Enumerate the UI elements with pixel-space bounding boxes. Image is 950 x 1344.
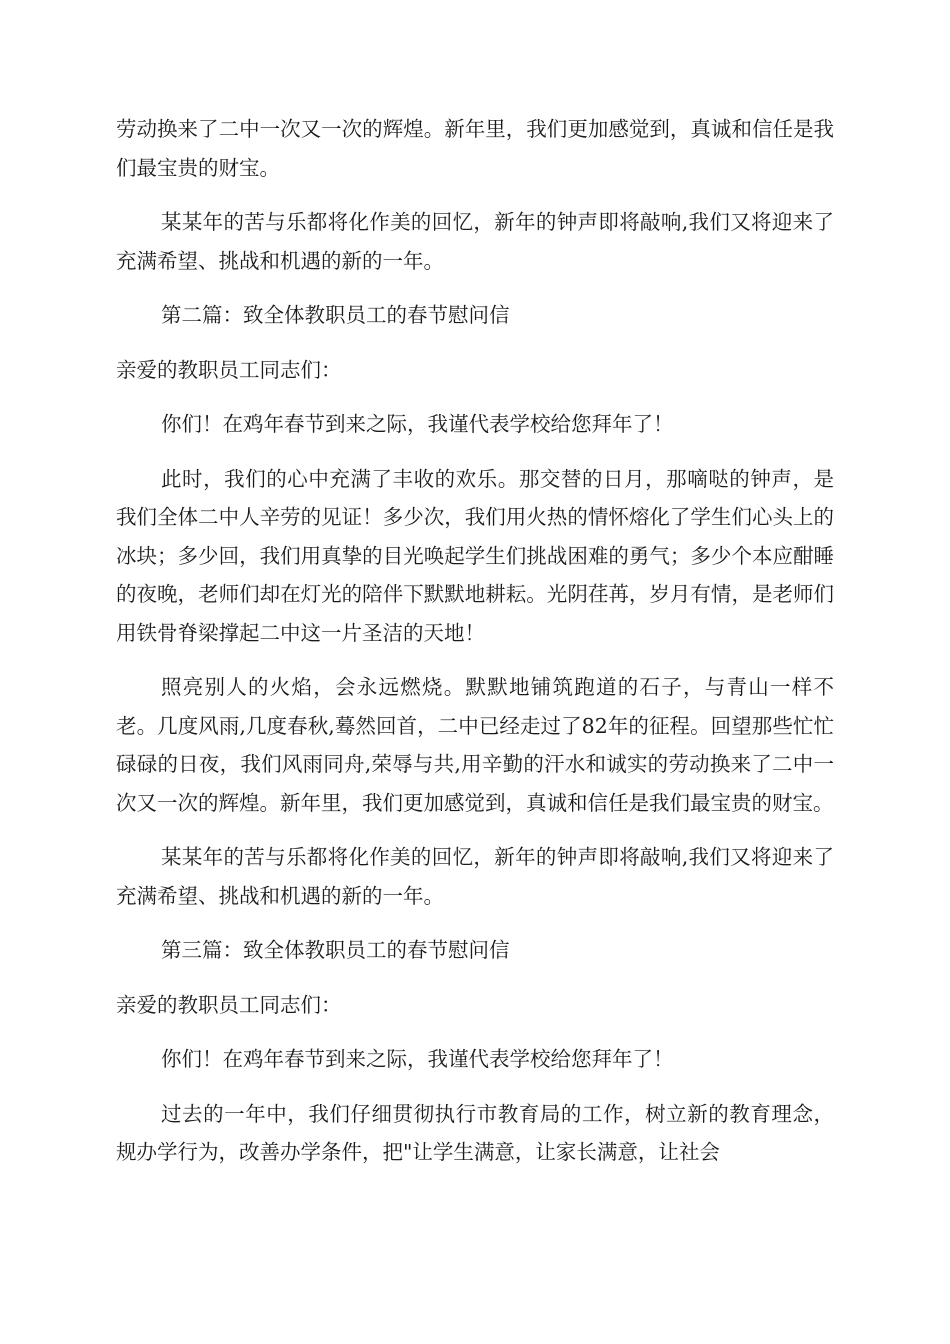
salutation: 亲爱的教职员工同志们： [116, 992, 342, 1017]
paragraph-continuation: 劳动换来了二中一次又一次的辉煌。新年里，我们更加感觉到，真诚和信任是我们最宝贵的财宝。 [116, 117, 834, 180]
document-body [116, 110, 834, 1188]
paragraph-flame: 照亮别人的火焰，会永远燃烧。默默地铺筑跑道的石子，与青山一样不老。几度风雨,几度春秋,蓦然回首，二中已经走过了82年的征程。回望那些忙忙碌碌的日夜，我们风雨同舟,荣辱与共,用辛勤的汗水和诚实的劳动换来了二中一次又一次的辉煌。新年里，我们更加感觉到，真诚和信任是我们最宝贵的财宝。 [116, 675, 834, 815]
paragraph-new-year: 某某年的苦与乐都将化作美的回忆，新年的钟声即将敲响,我们又将迎来了充满希望、挑战和机遇的新的一年。 [116, 845, 834, 908]
salutation: 亲爱的教职员工同志们： [116, 357, 342, 382]
paragraph-harvest: 此时，我们的心中充满了丰收的欢乐。那交替的日月，那嘀哒的钟声，是我们全体二中人辛劳的见证！多少次，我们用火热的情怀熔化了学生们心头上的冰块；多少回，我们用真挚的目光唤起学生们挑战困难的勇气；多少个本应酣睡的夜晚，老师们却在灯光的陪伴下默默地耕耘。光阴荏苒，岁月有情，是老师们用铁骨脊梁撑起二中这一片圣洁的天地！ [116, 466, 834, 645]
greeting: 你们！在鸡年春节到来之际，我谨代表学校给您拜年了！ [161, 1047, 674, 1071]
paragraph-past-year: 过去的一年中，我们仔细贯彻执行市教育局的工作，树立新的教育理念，规办学行为，改善办学条件，把"让学生满意，让家长满意，让社会 [116, 1101, 834, 1164]
section-heading-3: 第三篇：致全体教职员工的春节慰问信 [161, 938, 510, 962]
paragraph-new-year: 某某年的苦与乐都将化作美的回忆，新年的钟声即将敲响,我们又将迎来了充满希望、挑战和机遇的新的一年。 [116, 210, 834, 273]
section-heading-2: 第二篇：致全体教职员工的春节慰问信 [161, 303, 510, 327]
greeting: 你们！在鸡年春节到来之际，我谨代表学校给您拜年了！ [161, 412, 674, 436]
